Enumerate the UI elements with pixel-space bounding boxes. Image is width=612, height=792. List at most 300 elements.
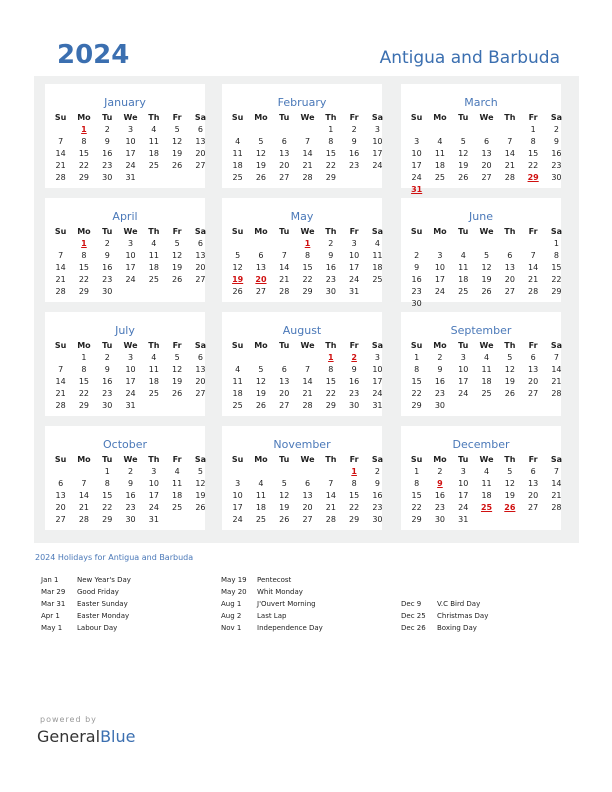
day-cell: 10: [125, 137, 136, 146]
day-cell: 3: [414, 137, 420, 146]
month-january: [45, 84, 205, 188]
day-cell: 12: [172, 137, 183, 146]
day-cell: 29: [551, 287, 562, 296]
weekday-header: Sa: [550, 455, 563, 464]
day-cell: 1: [530, 125, 536, 134]
day-cell: 21: [551, 491, 562, 500]
day-cell: 21: [325, 503, 336, 512]
day-cell: 19: [172, 149, 183, 158]
day-cell: 17: [349, 263, 360, 272]
day-grid: [49, 340, 212, 412]
day-cell: 10: [458, 365, 469, 374]
weekday-header: Mo: [77, 227, 91, 236]
weekday-header: Fr: [172, 227, 182, 236]
day-cell: 14: [302, 149, 313, 158]
calendar-panel: [34, 76, 579, 543]
day-grid: [405, 112, 568, 196]
day-cell: 5: [235, 251, 241, 260]
day-cell: 24: [125, 275, 136, 284]
weekday-header: Sa: [371, 341, 384, 350]
day-cell: 22: [302, 275, 313, 284]
day-cell: 10: [411, 149, 422, 158]
day-cell: 1: [414, 467, 420, 476]
holiday-date: Dec 25: [401, 612, 426, 620]
weekday-header: Fr: [528, 455, 538, 464]
day-cell: 26: [172, 161, 183, 170]
weekday-header: Mo: [254, 455, 268, 464]
day-cell: 28: [302, 401, 313, 410]
weekday-header: Mo: [433, 113, 447, 122]
day-cell: 16: [434, 491, 446, 500]
day-cell: 7: [58, 137, 64, 146]
day-cell: 30: [102, 287, 113, 296]
weekday-header: Sa: [194, 227, 207, 236]
day-cell: 13: [481, 149, 492, 158]
day-cell: 18: [172, 491, 183, 500]
month-name: August: [282, 324, 322, 337]
day-cell: 21: [302, 161, 313, 170]
month-name: September: [450, 324, 512, 337]
day-cell: 9: [351, 365, 357, 374]
day-cell: 1: [81, 353, 87, 362]
weekday-header: We: [300, 455, 315, 464]
day-cell: 19: [255, 161, 267, 170]
day-cell: 9: [553, 137, 559, 146]
day-cell: 6: [258, 251, 264, 260]
holiday-name: Independence Day: [257, 624, 323, 632]
day-cell: 3: [127, 239, 134, 248]
day-cell: 28: [78, 515, 90, 524]
day-cell: 6: [530, 467, 536, 476]
day-cell: 6: [197, 125, 203, 134]
day-cell: 15: [325, 149, 336, 158]
day-cell: 27: [279, 401, 290, 410]
day-cell: 18: [434, 161, 446, 170]
day-cell: 13: [195, 365, 206, 374]
day-cell: 26: [195, 503, 206, 512]
day-cell: 28: [279, 287, 290, 296]
day-cell: 7: [81, 479, 87, 488]
empty-cell: [273, 124, 296, 136]
month-name: March: [464, 96, 498, 109]
day-cell: 2: [104, 239, 110, 248]
day-cell: 13: [195, 251, 206, 260]
day-cell: 9: [104, 365, 110, 374]
day-cell: 25: [255, 515, 267, 524]
day-cell: 27: [279, 173, 290, 182]
day-cell: 8: [414, 479, 420, 488]
day-cell: 11: [148, 251, 159, 260]
day-cell: 8: [530, 137, 536, 146]
empty-cell: [498, 124, 521, 136]
day-cell: 9: [414, 263, 420, 272]
weekday-header: We: [123, 227, 138, 236]
day-cell: 15: [302, 263, 313, 272]
day-cell: 4: [483, 467, 490, 476]
day-cell: 10: [372, 137, 383, 146]
day-cell: 30: [434, 515, 446, 524]
weekday-header: We: [479, 113, 494, 122]
empty-cell: [405, 124, 428, 136]
day-cell: 13: [528, 365, 539, 374]
day-cell: 27: [504, 287, 515, 296]
day-cell: 16: [372, 491, 383, 500]
weekday-header: Fr: [349, 341, 359, 350]
holiday-entry: [221, 574, 323, 586]
day-cell: 7: [328, 479, 334, 488]
day-cell: 11: [458, 263, 469, 272]
weekday-header: Fr: [172, 341, 182, 350]
generalblue-logo[interactable]: [37, 727, 135, 746]
holiday-date: May 20: [221, 588, 247, 596]
weekday-header: We: [479, 227, 494, 236]
day-cell: 5: [507, 467, 513, 476]
day-cell: 15: [102, 491, 113, 500]
year-title: 2024: [57, 40, 130, 70]
day-cell: 30: [551, 173, 562, 182]
day-cell: 17: [411, 161, 422, 170]
day-cell: 21: [302, 389, 313, 398]
country-title: Antigua and Barbuda: [379, 48, 560, 68]
day-cell: 17: [458, 377, 469, 386]
holiday-name: J'Ouvert Morning: [257, 600, 316, 608]
day-cell: 23: [125, 503, 136, 512]
weekday-header: Tu: [279, 455, 290, 464]
day-cell: 5: [174, 239, 180, 248]
day-cell: 8: [104, 479, 110, 488]
weekday-header: Tu: [279, 113, 290, 122]
weekday-header: Mo: [77, 113, 91, 122]
day-cell: 4: [437, 137, 443, 146]
day-cell: 3: [151, 467, 157, 476]
day-cell: 6: [507, 251, 513, 260]
day-cell: 24: [148, 503, 159, 512]
day-cell: 27: [55, 515, 66, 524]
day-cell: 6: [197, 239, 203, 248]
holiday-name: V.C Bird Day: [437, 600, 481, 608]
day-cell: 19: [481, 275, 492, 284]
day-cell: 23: [102, 161, 113, 170]
holiday-name: Last Lap: [257, 612, 287, 620]
day-cell: 15: [78, 377, 90, 386]
day-cell: 26: [458, 173, 469, 182]
empty-cell: [273, 466, 296, 478]
day-grid: [226, 112, 389, 184]
day-cell: 16: [349, 149, 360, 158]
day-cell: 17: [372, 377, 383, 386]
day-cell: 13: [279, 377, 290, 386]
day-cell: 26: [255, 173, 267, 182]
day-cell: 18: [148, 263, 159, 272]
day-cell: 16: [125, 491, 136, 500]
day-cell: 5: [197, 467, 203, 476]
weekday-header: Tu: [102, 455, 113, 464]
day-cell: 16: [102, 149, 113, 158]
day-cell: 12: [172, 251, 183, 260]
day-cell: 8: [81, 137, 87, 146]
month-name: July: [115, 324, 135, 337]
day-cell: 2: [104, 125, 110, 134]
day-cell: 5: [258, 365, 264, 374]
weekday-header: Th: [504, 113, 516, 122]
day-cell: 5: [174, 353, 180, 362]
day-cell: 8: [81, 365, 87, 374]
day-cell: 19: [279, 503, 290, 512]
day-cell: 19: [195, 491, 206, 500]
day-cell: 13: [528, 479, 539, 488]
empty-cell: [428, 238, 451, 250]
empty-cell: [296, 124, 319, 136]
weekday-header: We: [300, 341, 315, 350]
holiday-day: 1: [81, 125, 87, 134]
day-cell: 21: [279, 275, 290, 284]
day-cell: 4: [235, 137, 241, 146]
day-grid: [405, 340, 568, 412]
holiday-entry: [41, 610, 131, 622]
day-cell: 9: [104, 137, 110, 146]
weekday-header: Tu: [102, 341, 113, 350]
day-cell: 5: [483, 251, 490, 260]
day-cell: 7: [304, 365, 311, 374]
day-cell: 26: [279, 515, 290, 524]
day-cell: 24: [458, 389, 469, 398]
day-cell: 16: [551, 149, 562, 158]
empty-cell: [49, 124, 72, 136]
day-cell: 14: [78, 491, 90, 500]
weekday-header: Su: [410, 227, 423, 236]
weekday-header: Th: [148, 113, 160, 122]
day-cell: 11: [372, 251, 383, 260]
weekday-header: Th: [504, 455, 516, 464]
day-cell: 28: [551, 389, 562, 398]
day-cell: 14: [55, 149, 66, 158]
weekday-header: Fr: [349, 113, 359, 122]
day-cell: 20: [528, 491, 539, 500]
empty-cell: [405, 238, 428, 250]
day-cell: 9: [351, 137, 357, 146]
day-cell: 5: [258, 137, 264, 146]
day-grid: [226, 226, 389, 298]
weekday-header: Fr: [349, 455, 359, 464]
month-name: October: [102, 438, 148, 451]
day-grid: [49, 454, 212, 526]
weekday-header: Tu: [279, 227, 290, 236]
day-cell: 23: [551, 161, 562, 170]
day-cell: 18: [148, 377, 159, 386]
day-cell: 2: [553, 125, 559, 134]
day-cell: 21: [78, 503, 90, 512]
day-cell: 31: [458, 515, 469, 524]
day-cell: 2: [127, 467, 134, 476]
weekday-header: We: [123, 113, 138, 122]
day-cell: 6: [530, 353, 536, 362]
day-cell: 11: [255, 491, 267, 500]
day-cell: 7: [281, 251, 287, 260]
holiday-day: 1: [304, 239, 311, 248]
weekday-header: We: [123, 341, 138, 350]
weekday-header: Mo: [254, 113, 268, 122]
day-cell: 22: [349, 503, 360, 512]
day-cell: 29: [325, 173, 336, 182]
day-cell: 18: [481, 491, 492, 500]
day-cell: 29: [411, 401, 422, 410]
day-cell: 17: [148, 491, 159, 500]
day-cell: 16: [411, 275, 422, 284]
day-cell: 19: [504, 491, 515, 500]
weekday-header: Fr: [349, 227, 359, 236]
day-cell: 15: [528, 149, 539, 158]
holiday-name: Good Friday: [77, 588, 119, 596]
day-cell: 22: [411, 503, 422, 512]
holiday-name: Christmas Day: [437, 612, 489, 620]
empty-cell: [498, 238, 521, 250]
weekday-header: Th: [504, 341, 516, 350]
day-cell: 20: [55, 503, 66, 512]
day-cell: 12: [232, 263, 243, 272]
month-july: [45, 312, 205, 416]
day-cell: 4: [258, 479, 264, 488]
day-grid: [405, 454, 568, 526]
day-cell: 18: [232, 161, 243, 170]
day-cell: 15: [78, 149, 90, 158]
weekday-header: Th: [148, 227, 160, 236]
weekday-header: Fr: [528, 227, 538, 236]
weekday-header: Fr: [172, 113, 182, 122]
day-cell: 20: [195, 149, 206, 158]
day-cell: 28: [504, 173, 515, 182]
day-cell: 3: [460, 353, 466, 362]
day-cell: 6: [304, 479, 311, 488]
holiday-date: Dec 9: [401, 600, 422, 608]
day-cell: 23: [434, 389, 446, 398]
day-cell: 25: [148, 389, 159, 398]
day-cell: 6: [483, 137, 490, 146]
day-cell: 6: [281, 137, 287, 146]
weekday-header: Mo: [77, 341, 91, 350]
weekday-header: Mo: [433, 455, 447, 464]
day-cell: 2: [437, 467, 443, 476]
day-cell: 17: [232, 503, 243, 512]
weekday-header: Tu: [102, 113, 113, 122]
day-cell: 6: [197, 353, 203, 362]
day-cell: 17: [125, 263, 136, 272]
day-cell: 4: [235, 365, 241, 374]
day-cell: 31: [148, 515, 159, 524]
holiday-entry: [401, 598, 488, 610]
empty-cell: [273, 238, 296, 250]
day-cell: 31: [349, 287, 360, 296]
month-december: [401, 426, 561, 530]
day-cell: 23: [325, 275, 336, 284]
day-cell: 3: [460, 467, 466, 476]
day-cell: 3: [127, 353, 134, 362]
day-cell: 30: [102, 401, 113, 410]
day-cell: 26: [172, 389, 183, 398]
day-cell: 16: [325, 263, 336, 272]
day-cell: 8: [414, 365, 420, 374]
weekday-header: Su: [54, 113, 67, 122]
weekday-header: Sa: [550, 341, 563, 350]
holiday-name: Pentecost: [257, 576, 292, 584]
empty-cell: [249, 238, 272, 250]
day-grid: [226, 340, 389, 412]
holiday-column: [221, 574, 323, 634]
weekday-header: We: [300, 113, 315, 122]
month-june: [401, 198, 563, 308]
weekday-header: Tu: [458, 227, 469, 236]
empty-cell: [428, 124, 451, 136]
day-cell: 24: [458, 503, 469, 512]
empty-cell: [475, 124, 498, 136]
day-cell: 2: [328, 239, 334, 248]
day-cell: 22: [528, 161, 539, 170]
day-cell: 8: [81, 251, 87, 260]
day-cell: 17: [458, 491, 469, 500]
day-cell: 7: [530, 251, 536, 260]
holiday-day: 2: [351, 353, 357, 362]
empty-cell: [49, 238, 72, 250]
day-cell: 16: [349, 377, 360, 386]
empty-cell: [249, 466, 272, 478]
holiday-entry: [41, 598, 131, 610]
day-cell: 1: [553, 239, 559, 248]
holiday-day: 1: [351, 467, 357, 476]
weekday-header: Su: [231, 113, 244, 122]
day-cell: 4: [374, 239, 380, 248]
day-cell: 23: [102, 275, 113, 284]
day-cell: 14: [55, 263, 66, 272]
day-cell: 3: [374, 125, 380, 134]
weekday-header: Sa: [550, 227, 563, 236]
day-cell: 24: [349, 275, 360, 284]
day-cell: 29: [349, 515, 360, 524]
weekday-header: Th: [504, 227, 516, 236]
day-cell: 27: [195, 275, 206, 284]
day-cell: 25: [148, 275, 159, 284]
weekday-header: Fr: [172, 455, 182, 464]
day-cell: 27: [528, 389, 539, 398]
day-cell: 9: [127, 479, 134, 488]
day-cell: 23: [434, 503, 446, 512]
weekday-header: Su: [54, 227, 67, 236]
day-cell: 27: [195, 161, 206, 170]
day-cell: 25: [232, 401, 243, 410]
month-august: [222, 312, 382, 416]
day-cell: 12: [504, 365, 515, 374]
weekday-header: Su: [231, 455, 244, 464]
holiday-name: Boxing Day: [437, 624, 477, 632]
day-cell: 25: [232, 173, 243, 182]
day-cell: 3: [351, 239, 357, 248]
day-cell: 2: [351, 125, 357, 134]
day-cell: 12: [481, 263, 492, 272]
weekday-header: Fr: [528, 113, 538, 122]
empty-cell: [521, 238, 544, 250]
month-name: December: [452, 438, 510, 451]
day-cell: 22: [78, 389, 90, 398]
day-cell: 12: [255, 149, 267, 158]
day-cell: 30: [102, 173, 113, 182]
day-cell: 2: [104, 353, 110, 362]
weekday-header: Su: [410, 341, 423, 350]
day-cell: 12: [195, 479, 206, 488]
day-cell: 11: [232, 149, 243, 158]
holiday-day: 20: [255, 275, 267, 284]
day-grid: [49, 226, 212, 298]
day-grid: [226, 454, 389, 526]
day-cell: 9: [104, 251, 110, 260]
holiday-name: New Year's Day: [77, 576, 131, 584]
